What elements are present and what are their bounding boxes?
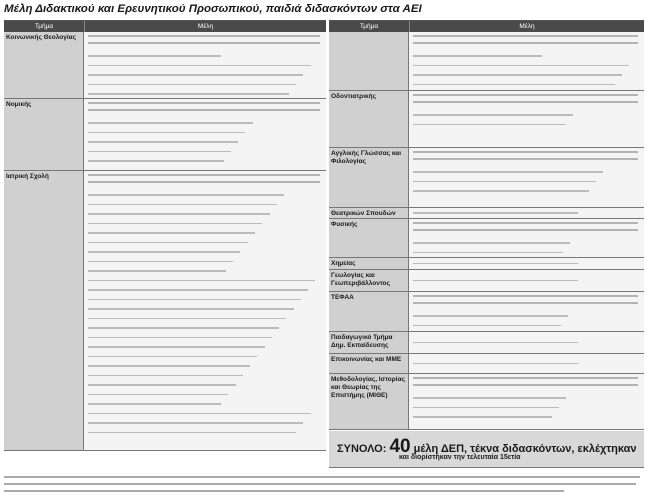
dept-cell: Θεατρικών Σπουδών xyxy=(329,208,409,218)
dept-cell: Αγγλικής Γλώσσας και Φιλολογίας xyxy=(329,148,409,207)
detail-line xyxy=(413,280,578,282)
members-cell xyxy=(409,258,644,269)
summary-text xyxy=(413,377,638,391)
members-cell xyxy=(409,292,644,331)
table-row xyxy=(329,219,644,258)
detail-line xyxy=(88,65,311,67)
detail-line xyxy=(413,416,552,418)
summary-text xyxy=(413,151,638,165)
members-cell xyxy=(409,354,644,373)
detail-line xyxy=(88,422,303,424)
table-row xyxy=(329,332,644,354)
detail-line xyxy=(88,413,311,415)
table-row xyxy=(329,270,644,292)
detail-line xyxy=(88,356,257,358)
detail-line xyxy=(413,363,578,365)
dept-cell: Νομικής xyxy=(4,99,84,170)
table-row xyxy=(329,208,644,219)
dept-cell xyxy=(329,32,409,90)
members-cell xyxy=(84,99,326,170)
detail-line xyxy=(413,407,559,409)
detail-line xyxy=(88,55,221,57)
summary-text xyxy=(413,295,638,309)
members-cell xyxy=(409,270,644,291)
summary-text xyxy=(413,222,638,236)
detail-line xyxy=(88,141,238,143)
table-header xyxy=(4,21,326,32)
members-cell xyxy=(84,32,326,98)
detail-line xyxy=(413,65,629,67)
total-line2: και διορίστηκαν την τελευταία 15ετία xyxy=(399,454,521,461)
dept-cell: Μεθοδολογίας, Ιστορίας και Θεωρίας της Επιστήμης (ΜΙΘΕ) xyxy=(329,374,409,429)
dept-cell: Χημείας xyxy=(329,258,409,269)
detail-line xyxy=(88,403,221,405)
summary-text xyxy=(413,94,638,108)
detail-line xyxy=(88,232,255,234)
detail-line xyxy=(88,132,245,134)
page-title: Μέλη Διδακτικού και Ερευνητικού Προσωπικού, παιδιά διδασκόντων στα ΑΕΙ xyxy=(4,3,422,15)
summary-text xyxy=(88,174,320,188)
detail-line xyxy=(413,74,622,76)
detail-line xyxy=(88,93,289,95)
total-prefix: ΣΥΝΟΛΟ: xyxy=(337,443,387,455)
summary-text xyxy=(88,35,320,49)
detail-line xyxy=(88,204,277,206)
header-dept: Τμήμα xyxy=(4,21,85,32)
detail-line xyxy=(413,124,566,126)
detail-line xyxy=(88,261,233,263)
detail-line xyxy=(88,160,224,162)
table-header xyxy=(329,21,644,32)
dept-cell: Κοινωνικής Θεολογίας xyxy=(4,32,84,98)
detail-line xyxy=(413,315,568,317)
detail-line xyxy=(88,394,228,396)
detail-line xyxy=(413,114,573,116)
total-text: μέλη ΔΕΠ, τέκνα διδασκόντων, εκλέχτηκαν xyxy=(413,443,637,455)
members-cell xyxy=(409,32,644,90)
table-row xyxy=(4,32,326,99)
table-left xyxy=(4,20,326,451)
detail-line xyxy=(413,325,561,327)
detail-line xyxy=(88,365,250,367)
detail-line xyxy=(88,337,272,339)
detail-line xyxy=(413,397,566,399)
detail-line xyxy=(88,122,253,124)
dept-cell: Οδοντιατρικής xyxy=(329,91,409,147)
detail-line xyxy=(88,251,240,253)
detail-line xyxy=(413,212,578,214)
table-row xyxy=(329,148,644,208)
detail-line xyxy=(88,151,231,153)
detail-line xyxy=(88,299,301,301)
dept-cell: Παιδαγωγικό Τμήμα Δημ. Εκπαίδευσης xyxy=(329,332,409,353)
members-cell xyxy=(409,91,644,147)
members-cell xyxy=(409,332,644,353)
members-cell xyxy=(409,208,644,218)
header-members: Μέλη xyxy=(519,23,535,30)
summary-text xyxy=(413,35,638,49)
detail-line xyxy=(88,213,270,215)
table-row xyxy=(329,354,644,374)
detail-line xyxy=(413,190,589,192)
members-cell xyxy=(409,374,644,429)
detail-line xyxy=(88,375,243,377)
table-row xyxy=(4,171,326,451)
header-members: Μέλη xyxy=(197,23,214,30)
table-row xyxy=(329,374,644,430)
table-right xyxy=(329,20,644,430)
total-box xyxy=(329,431,644,468)
table-row xyxy=(329,292,644,332)
header-dept: Τμήμα xyxy=(329,21,410,32)
detail-line xyxy=(413,84,615,86)
detail-line xyxy=(413,242,570,244)
members-cell xyxy=(84,171,326,450)
detail-line xyxy=(88,242,248,244)
summary-text xyxy=(88,102,320,116)
detail-line xyxy=(88,308,294,310)
table-row xyxy=(329,91,644,148)
dept-cell: Φυσικής xyxy=(329,219,409,257)
detail-line xyxy=(88,84,296,86)
detail-line xyxy=(88,384,236,386)
detail-line xyxy=(88,280,315,282)
detail-line xyxy=(413,342,578,344)
total-number: 40 xyxy=(389,436,411,457)
detail-line xyxy=(88,270,226,272)
detail-line xyxy=(413,171,603,173)
detail-line xyxy=(413,181,596,183)
dept-cell: ΤΕΦΑΑ xyxy=(329,292,409,331)
detail-line xyxy=(88,346,265,348)
detail-line xyxy=(88,327,279,329)
detail-line xyxy=(413,55,542,57)
detail-line xyxy=(88,223,262,225)
table-row xyxy=(329,32,644,91)
dept-cell: Επικοινωνίας και ΜΜΕ xyxy=(329,354,409,373)
detail-line xyxy=(88,318,286,320)
detail-line xyxy=(88,194,284,196)
table-row xyxy=(4,99,326,171)
table-row xyxy=(329,258,644,270)
members-cell xyxy=(409,148,644,207)
detail-line xyxy=(88,289,308,291)
detail-line xyxy=(88,432,296,434)
dept-cell: Ιατρική Σχολή xyxy=(4,171,84,450)
detail-line xyxy=(88,74,303,76)
dept-cell: Γεωλογίας και Γεωπεριβάλλοντος xyxy=(329,270,409,291)
detail-line xyxy=(413,263,578,265)
members-cell xyxy=(409,219,644,257)
detail-line xyxy=(413,252,563,254)
